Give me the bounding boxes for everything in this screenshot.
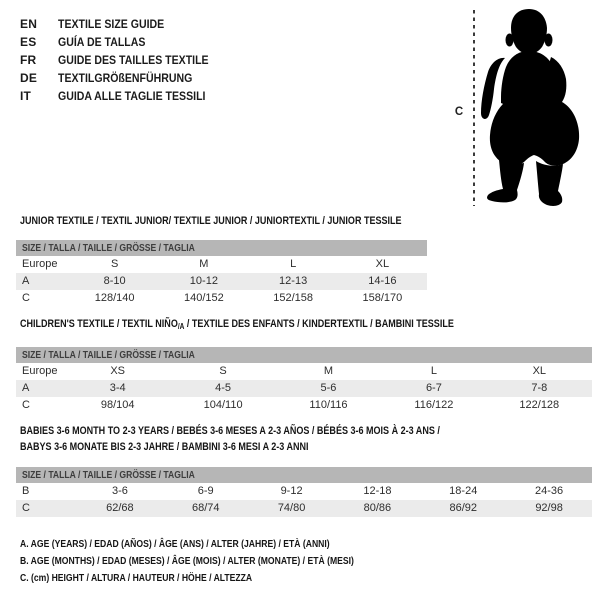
size-header-text: SIZE / TALLA / TAILLE / GRÖSSE / TAGLIA <box>22 349 195 361</box>
table-row <box>16 483 592 500</box>
nino-a-subscript: /A <box>177 322 185 331</box>
size-cell: XL <box>532 365 547 377</box>
language-code: EN <box>20 17 38 31</box>
junior-textile-table <box>16 240 427 307</box>
size-cell: 140/152 <box>183 292 224 304</box>
row-label: A <box>22 382 30 394</box>
size-cell: 92/98 <box>535 502 563 514</box>
size-cell: L <box>430 365 437 377</box>
language-row <box>20 33 229 51</box>
babies-textile-title <box>20 423 532 455</box>
language-row <box>20 69 229 87</box>
size-cell: 7-8 <box>531 382 548 394</box>
size-cell: 8-10 <box>103 275 126 287</box>
size-cell: 62/68 <box>106 502 134 514</box>
measure-legend <box>20 536 427 587</box>
size-cell: 10-12 <box>189 275 218 287</box>
guide-title: TEXTILGRÖßENFÜHRUNG <box>58 71 193 85</box>
table-row <box>16 290 427 307</box>
childrens-textile-table <box>16 347 592 414</box>
size-header-bar <box>16 347 592 363</box>
height-measure-label: C <box>454 106 464 118</box>
size-cell: 86/92 <box>449 502 477 514</box>
row-label: Europe <box>22 365 58 377</box>
size-cell: 158/170 <box>362 292 403 304</box>
size-cell: S <box>219 365 227 377</box>
language-code: FR <box>20 53 37 67</box>
guide-title: GUIDA ALLE TAGLIE TESSILI <box>58 89 206 103</box>
language-row <box>20 15 229 33</box>
language-code: IT <box>20 89 32 103</box>
language-code: DE <box>20 71 38 85</box>
size-cell: 4-5 <box>215 382 232 394</box>
legend-line-a: A. AGE (YEARS) / EDAD (AÑOS) / ÂGE (ANS) / ALTER (JAHRE) / ETÀ (ANNI) <box>20 538 330 550</box>
language-title-list <box>20 15 229 105</box>
language-row <box>20 51 229 69</box>
size-header-text: SIZE / TALLA / TAILLE / GRÖSSE / TAGLIA <box>22 242 195 254</box>
size-cell: 5-6 <box>320 382 337 394</box>
legend-line-b: B. AGE (MONTHS) / EDAD (MESES) / ÂGE (MOIS) / ALTER (MONATE) / ETÀ (MESI) <box>20 555 354 567</box>
junior-textile-title-text: JUNIOR TEXTILE / TEXTIL JUNIOR/ TEXTILE JUNIOR / JUNIORTEXTIL / JUNIOR TESSILE <box>20 215 402 227</box>
babies-textile-table <box>16 467 592 517</box>
row-label: Europe <box>22 258 58 270</box>
size-cell: 9-12 <box>280 485 303 497</box>
size-cell: XS <box>110 365 126 377</box>
language-code: ES <box>20 35 37 49</box>
childrens-textile-title-text: CHILDREN'S TEXTILE / TEXTIL NIÑO/A / TEXTILE DES ENFANTS / KINDERTEXTIL / BAMBINI TESSILE <box>20 318 454 331</box>
babies-title-line2: BABYS 3-6 MONATE BIS 2-3 JAHRE / BAMBINI 3-6 MESI A 2-3 ANNI <box>20 441 309 453</box>
table-row <box>16 273 427 290</box>
table-row <box>16 397 592 414</box>
childrens-textile-title <box>20 316 549 333</box>
table-row <box>16 363 592 380</box>
row-label: B <box>22 485 30 497</box>
size-cell: S <box>110 258 119 270</box>
size-cell: 3-4 <box>109 382 126 394</box>
size-cell: 98/104 <box>100 399 135 411</box>
size-cell: 14-16 <box>368 275 397 287</box>
babies-title-line1: BABIES 3-6 MONTH TO 2-3 YEARS / BEBÉS 3-6 MESES A 2-3 AÑOS / BÉBÉS 3-6 MOIS À 2-3 ANS / <box>20 425 440 437</box>
row-label: A <box>22 275 30 287</box>
size-cell: 80/86 <box>363 502 392 514</box>
baby-silhouette-image <box>450 0 600 215</box>
row-label: C <box>22 399 30 411</box>
legend-line-c: C. (cm) HEIGHT / ALTURA / HAUTEUR / HÖHE / ALTEZZA <box>20 572 253 584</box>
size-cell: 6-7 <box>425 382 442 394</box>
guide-title: GUIDE DES TAILLES TEXTILE <box>58 53 209 67</box>
size-cell: 74/80 <box>277 502 306 514</box>
table-row <box>16 500 592 517</box>
row-label: C <box>22 502 30 514</box>
size-cell: XL <box>375 258 390 270</box>
size-header-bar <box>16 240 427 256</box>
size-header-bar <box>16 467 592 483</box>
size-cell: 122/128 <box>519 399 560 411</box>
table-row <box>16 256 427 273</box>
row-label: C <box>22 292 30 304</box>
size-cell: 152/158 <box>273 292 313 304</box>
size-cell: 110/116 <box>309 399 348 411</box>
language-row <box>20 87 229 105</box>
size-cell: 24-36 <box>535 485 564 497</box>
size-cell: 104/110 <box>203 399 243 411</box>
size-cell: 18-24 <box>449 485 478 497</box>
size-header-text: SIZE / TALLA / TAILLE / GRÖSSE / TAGLIA <box>22 469 195 481</box>
size-cell: 3-6 <box>111 485 128 497</box>
table-row <box>16 380 592 397</box>
size-cell: 128/140 <box>94 292 135 304</box>
guide-title: GUÍA DE TALLAS <box>58 35 146 49</box>
junior-textile-title <box>20 213 485 229</box>
size-cell: L <box>290 258 297 270</box>
size-cell: 12-13 <box>279 275 308 287</box>
size-cell: 116/122 <box>414 399 454 411</box>
size-cell: 68/74 <box>191 502 220 514</box>
size-cell: M <box>323 365 334 377</box>
guide-title: TEXTILE SIZE GUIDE <box>58 17 165 31</box>
size-cell: 6-9 <box>197 485 214 497</box>
size-cell: 12-18 <box>363 485 392 497</box>
size-cell: M <box>199 258 209 270</box>
